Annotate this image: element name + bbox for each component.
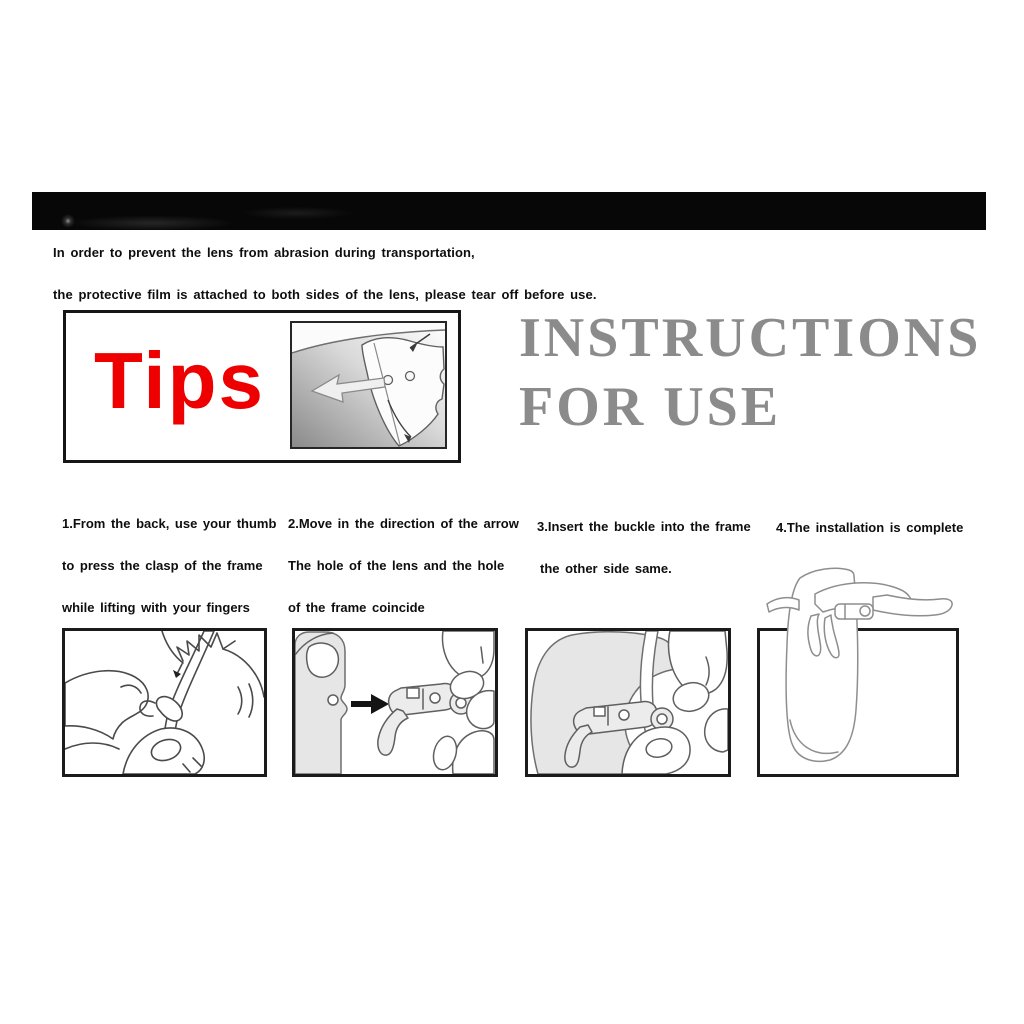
step3-caption-line2: the other side same. (540, 561, 672, 576)
tips-box (63, 310, 461, 463)
tips-label: Tips (94, 336, 266, 425)
step3-buckle-drawing (528, 631, 728, 774)
film-peel-illustration (290, 321, 447, 449)
black-banner (32, 192, 986, 230)
step1-caption-line2: to press the clasp of the frame (62, 558, 263, 573)
instructions-heading-line1: INSTRUCTIONS (519, 307, 982, 369)
step1-caption-line1: 1.From the back, use your thumb (62, 516, 277, 531)
instructions-heading-line2: FOR USE (519, 376, 782, 438)
step1-image-box (62, 628, 267, 777)
step3-image-box (525, 628, 731, 777)
step2-caption-line2: The hole of the lens and the hole (288, 558, 505, 573)
step1-caption-line3: while lifting with your fingers (62, 600, 250, 615)
intro-line-1: In order to prevent the lens from abrasion during transportation, (53, 245, 475, 260)
banner-watermark (32, 192, 986, 230)
step2-image-box (292, 628, 498, 777)
film-peel-drawing (292, 323, 445, 447)
step2-caption-line1: 2.Move in the direction of the arrow (288, 516, 519, 531)
step4-face-shield-drawing (755, 558, 960, 778)
step2-assembly-drawing (295, 631, 495, 774)
step1-hands-drawing (65, 631, 264, 774)
step2-caption-line3: of the frame coincide (288, 600, 425, 615)
step3-caption-line1: 3.Insert the buckle into the frame (537, 519, 751, 534)
step4-caption-line1: 4.The installation is complete (776, 520, 964, 535)
intro-line-2: the protective film is attached to both sides of the lens, please tear off before use. (53, 287, 597, 302)
